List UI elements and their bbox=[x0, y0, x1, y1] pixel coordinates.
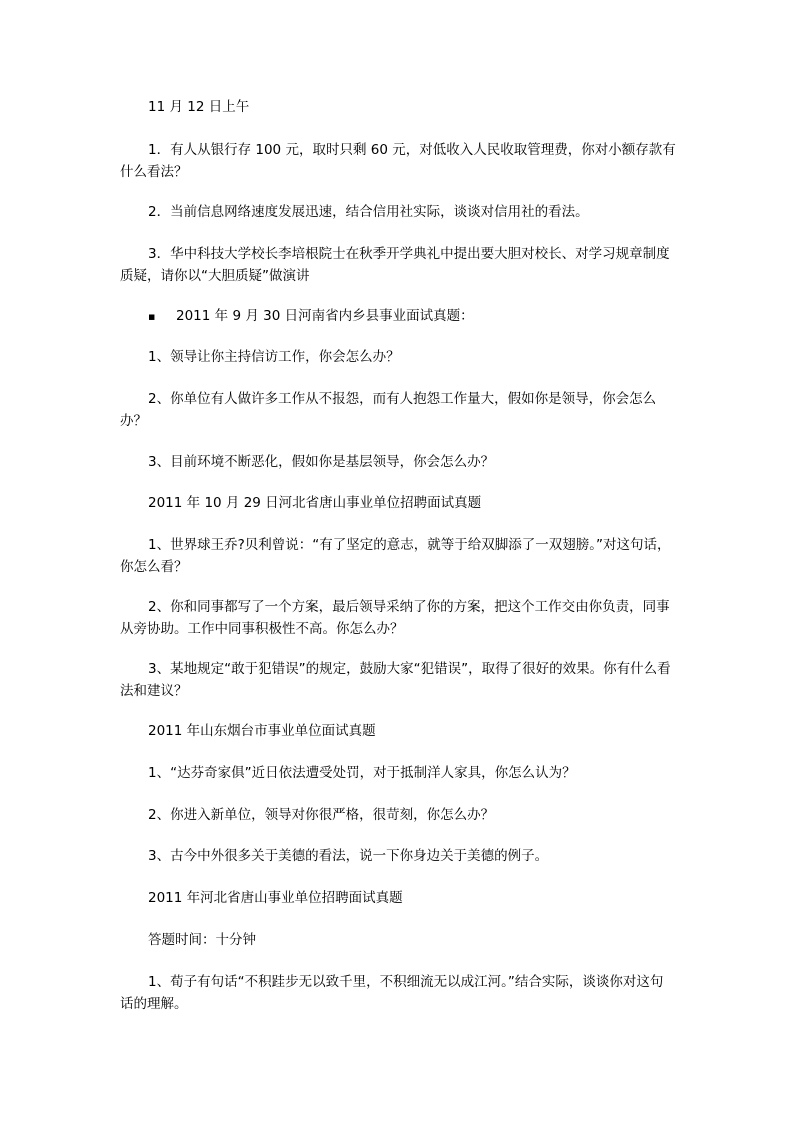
question-text: 2、你进入新单位，领导对你很严格，很苛刻，你怎么办？ bbox=[148, 807, 495, 823]
question-text: 3．华中科技大学校长李培根院士在秋季开学典礼中提出要大胆对校长、对学习规章制度质疑，请你以“大胆质疑”做演讲 bbox=[120, 246, 670, 284]
section-heading-text: 2011 年河北省唐山事业单位招聘面试真题 bbox=[148, 890, 403, 906]
question-text: 2、你和同事都写了一个方案，最后领导采纳了你的方案，把这个工作交由你负责，同事从旁协助。工作中同事积极性不高。你怎么办？ bbox=[120, 599, 670, 637]
bullet-section-heading-henan bbox=[148, 305, 676, 328]
bullet-icon: ▪ bbox=[148, 310, 156, 323]
question-1-2 bbox=[120, 201, 676, 223]
question-text: 1．有人从银行存 100 元，取时只剩 60 元，对低收入人民收取管理费，你对小额存款有什么看法？ bbox=[120, 142, 676, 180]
question-4-2 bbox=[120, 804, 676, 826]
section-heading-tangshan bbox=[120, 887, 676, 909]
section-heading-text: 2011 年 9 月 30 日河南省内乡县事业面试真题： bbox=[176, 308, 474, 324]
question-3-1 bbox=[120, 534, 676, 578]
answer-time-text: 答题时间：十分钟 bbox=[148, 932, 256, 948]
question-text: 2．当前信息网络速度发展迅速，结合信用社实际，谈谈对信用社的看法。 bbox=[148, 204, 589, 220]
question-4-1 bbox=[120, 762, 676, 784]
section-heading-text: 2011 年 10 月 29 日河北省唐山事业单位招聘面试真题 bbox=[148, 495, 482, 511]
question-text: 1、世界球王乔?贝利曾说：“有了坚定的意志，就等于给双脚添了一双翅膀。”对这句话，你怎么看？ bbox=[120, 537, 671, 575]
question-5-1 bbox=[120, 971, 676, 1015]
section-heading-nov-12 bbox=[120, 96, 676, 118]
question-2-2 bbox=[120, 388, 676, 432]
question-text: 3、某地规定“敢于犯错误”的规定，鼓励大家“犯错误”，取得了很好的效果。你有什么看法和建议？ bbox=[120, 661, 671, 699]
question-1-1 bbox=[120, 139, 676, 183]
question-3-2 bbox=[120, 596, 676, 640]
question-text: 1、领导让你主持信访工作，你会怎么办？ bbox=[148, 349, 400, 365]
question-text: 2、你单位有人做许多工作从不报怨，而有人抱怨工作量大，假如你是领导，你会怎么办？ bbox=[120, 391, 657, 429]
question-text: 1、“达芬奇家俱”近日依法遭受处罚，对于抵制洋人家具，你怎么认为？ bbox=[148, 765, 576, 781]
section-heading-tangshan-oct bbox=[120, 492, 676, 514]
section-heading-text: 2011 年山东烟台市事业单位面试真题 bbox=[148, 723, 376, 739]
question-2-3 bbox=[120, 451, 676, 473]
answer-time bbox=[120, 929, 676, 951]
question-1-3 bbox=[120, 243, 676, 287]
question-text: 1、荀子有句话“不积跬步无以致千里，不积细流无以成江河。”结合实际，谈谈你对这句话的理解。 bbox=[120, 974, 664, 1012]
question-text: 3、目前环境不断恶化，假如你是基层领导，你会怎么办？ bbox=[148, 454, 495, 470]
section-heading-yantai bbox=[120, 720, 676, 742]
question-3-3 bbox=[120, 658, 676, 702]
section-heading-text: 11 月 12 日上午 bbox=[148, 99, 250, 115]
question-2-1 bbox=[120, 346, 676, 368]
question-4-3 bbox=[120, 845, 676, 867]
question-text: 3、古今中外很多关于美德的看法，说一下你身边关于美德的例子。 bbox=[148, 848, 549, 864]
